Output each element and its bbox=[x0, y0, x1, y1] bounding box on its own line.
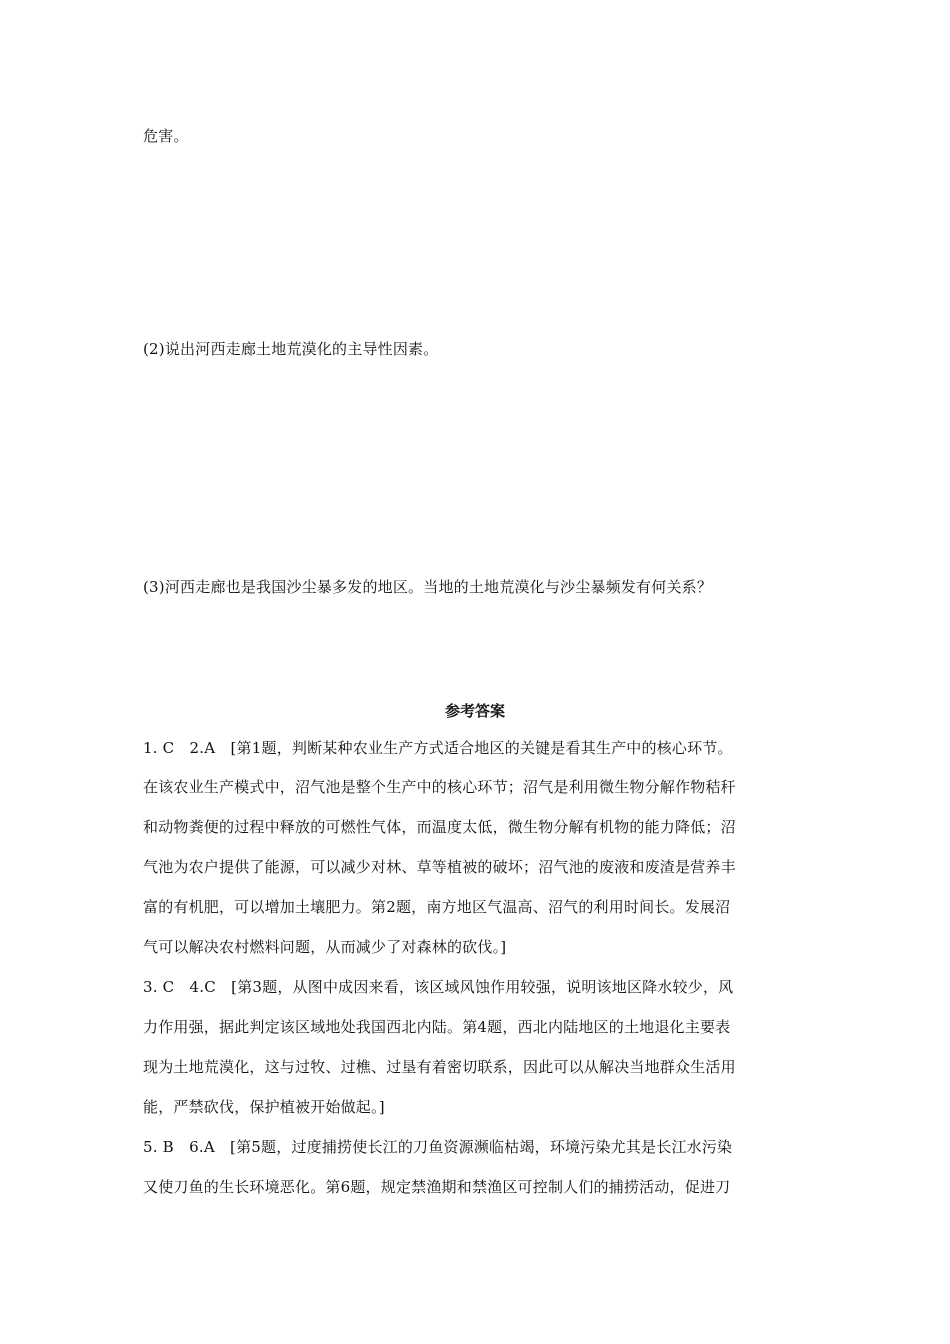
answer-line: 富的有机肥，可以增加土壤肥力。第2题，南方地区气温高、沼气的利用时间长。发展沼 bbox=[143, 898, 731, 916]
answers-title: 参考答案 bbox=[444, 702, 505, 720]
answer-line: 在该农业生产模式中，沼气池是整个生产中的核心环节；沼气是利用微生物分解作物秸秆 bbox=[143, 778, 736, 796]
answer-line: 1. C 2.A [第1题，判断某种农业生产方式适合地区的关键是看其生产中的核心环节。 bbox=[143, 739, 733, 757]
answer-line: 力作用强，据此判定该区域地处我国西北内陆。第4题，西北内陆地区的土地退化主要表 bbox=[143, 1018, 731, 1036]
continuation-text: 危害。 bbox=[143, 127, 189, 145]
answer-line: 3. C 4.C [第3题，从图中成因来看，该区域风蚀作用较强，说明该地区降水较少，风 bbox=[143, 978, 734, 996]
answer-line: 现为土地荒漠化，这与过牧、过樵、过垦有着密切联系，因此可以从解决当地群众生活用 bbox=[143, 1058, 736, 1076]
answer-line: 又使刀鱼的生长环境恶化。第6题，规定禁渔期和禁渔区可控制人们的捕捞活动，促进刀 bbox=[143, 1178, 731, 1196]
answer-line: 能，严禁砍伐，保护植被开始做起。] bbox=[143, 1098, 385, 1116]
answer-line: 气池为农户提供了能源，可以减少对林、草等植被的破坏；沼气池的废液和废渣是营养丰 bbox=[143, 858, 736, 876]
answer-line: 5. B 6.A [第5题，过度捕捞使长江的刀鱼资源濒临枯竭，环境污染尤其是长江水污染 bbox=[143, 1138, 733, 1156]
question-3: (3)河西走廊也是我国沙尘暴多发的地区。当地的土地荒漠化与沙尘暴频发有何关系？ bbox=[143, 578, 713, 596]
question-2: (2)说出河西走廊土地荒漠化的主导性因素。 bbox=[143, 340, 439, 358]
answer-line: 和动物粪便的过程中释放的可燃性气体，而温度太低，微生物分解有机物的能力降低；沼 bbox=[143, 818, 736, 836]
answer-line: 气可以解决农村燃料问题，从而减少了对森林的砍伐。] bbox=[143, 938, 507, 956]
